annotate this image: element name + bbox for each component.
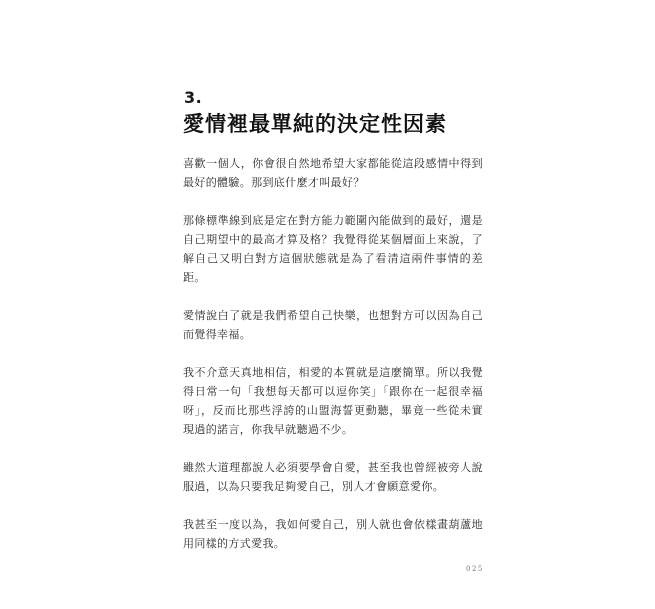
paragraph-6: 我甚至一度以為，我如何愛自己，別人就也會依樣畫葫蘆地用同樣的方式愛我。 (183, 518, 483, 550)
paragraph-1: 喜歡一個人，你會很自然地希望大家都能從這段感情中得到最好的體驗。那到底什麼才叫最好？ (183, 157, 483, 189)
chapter-number: 3. (184, 88, 203, 107)
paragraph-4: 我不介意天真地相信，相愛的本質就是這麼簡單。所以我覺得日常一句「我想每天都可以逗你笑」「跟你在一起很幸福呀」，反而比那些浮誇的山盟海誓更動聽，畢竟一些從未實現過的諾言，你我早就聽過不少。 (183, 366, 483, 436)
page-number: 025 (466, 565, 484, 573)
chapter-title: 愛情裡最單純的決定性因素 (183, 112, 447, 136)
paragraph-3: 愛情說白了就是我們希望自己快樂，也想對方可以因為自己而覺得幸福。 (183, 309, 483, 341)
body-text (183, 154, 483, 572)
paragraph-2: 那條標準線到底是定在對方能力範圍內能做到的最好，還是自己期望中的最高才算及格？我覺得從某個層面上來說，了解自己又明白對方這個狀態就是為了看清這兩件事情的差距。 (183, 214, 483, 284)
paragraph-5: 雖然大道理都說人必須要學會自愛，甚至我也曾經被旁人說服過，以為只要我足夠愛自己，別人才會願意愛你。 (183, 461, 483, 493)
